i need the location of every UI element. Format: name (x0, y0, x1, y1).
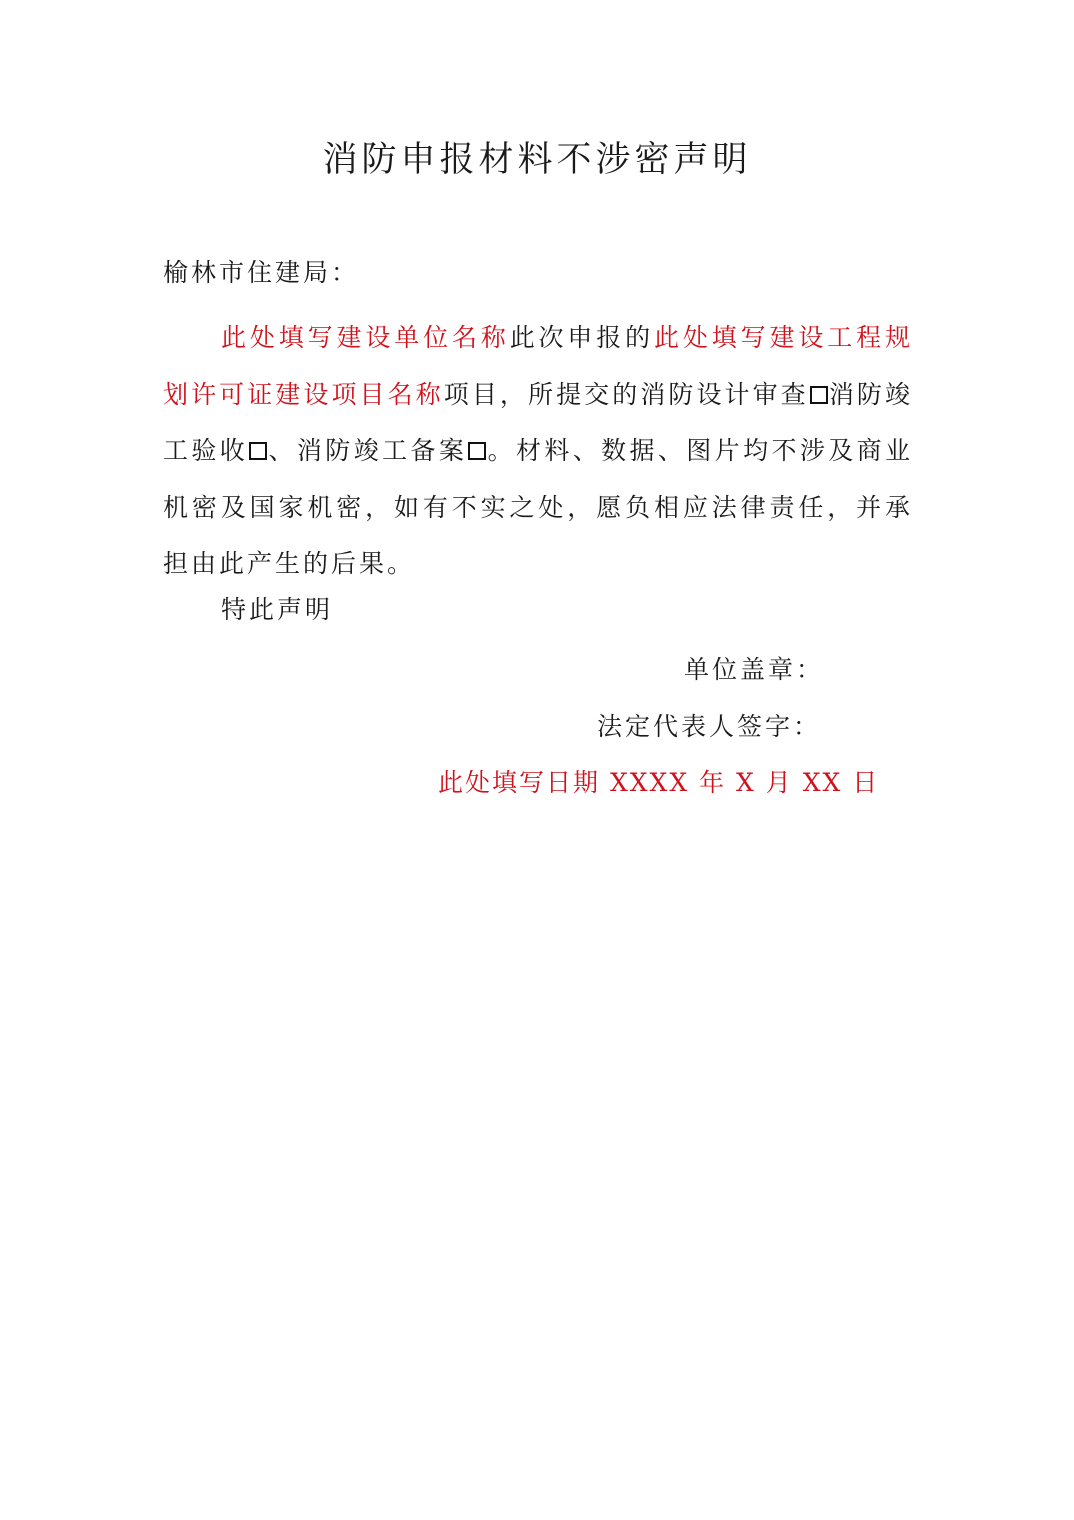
body-text-4: 、消防竣工备案 (268, 436, 468, 465)
body-text-3: 消防竣工验收 (163, 379, 913, 465)
project-name-placeholder: 此处填写建设工程规划许可证建设项目名称 (163, 323, 913, 409)
date-placeholder: 此处填写日期 XXXX 年 X 月 XX 日 (438, 768, 880, 797)
addressee: 榆林市住建局： (163, 258, 360, 287)
body-text-2: 项目，所提交的消防设计审查 (443, 379, 809, 409)
unit-name-placeholder: 此处填写建设单位名称 (221, 323, 510, 352)
document-title: 消防申报材料不涉密声明 (322, 140, 752, 180)
design-review-checkbox[interactable] (810, 386, 828, 404)
acceptance-checkbox[interactable] (249, 442, 267, 460)
filing-checkbox[interactable] (468, 442, 486, 460)
closing-statement: 特此声明 (221, 595, 334, 624)
body-text-1: 此次申报的 (509, 323, 655, 352)
statement-body (163, 310, 913, 593)
body-text-5: 。材料、数据、图片均不涉及商业机密及国家机密，如有不实之处，愿负相应法律责任，并承担由此产生的后果。 (163, 436, 913, 578)
seal-label: 单位盖章： (684, 655, 825, 684)
signature-label: 法定代表人签字： (597, 712, 822, 741)
